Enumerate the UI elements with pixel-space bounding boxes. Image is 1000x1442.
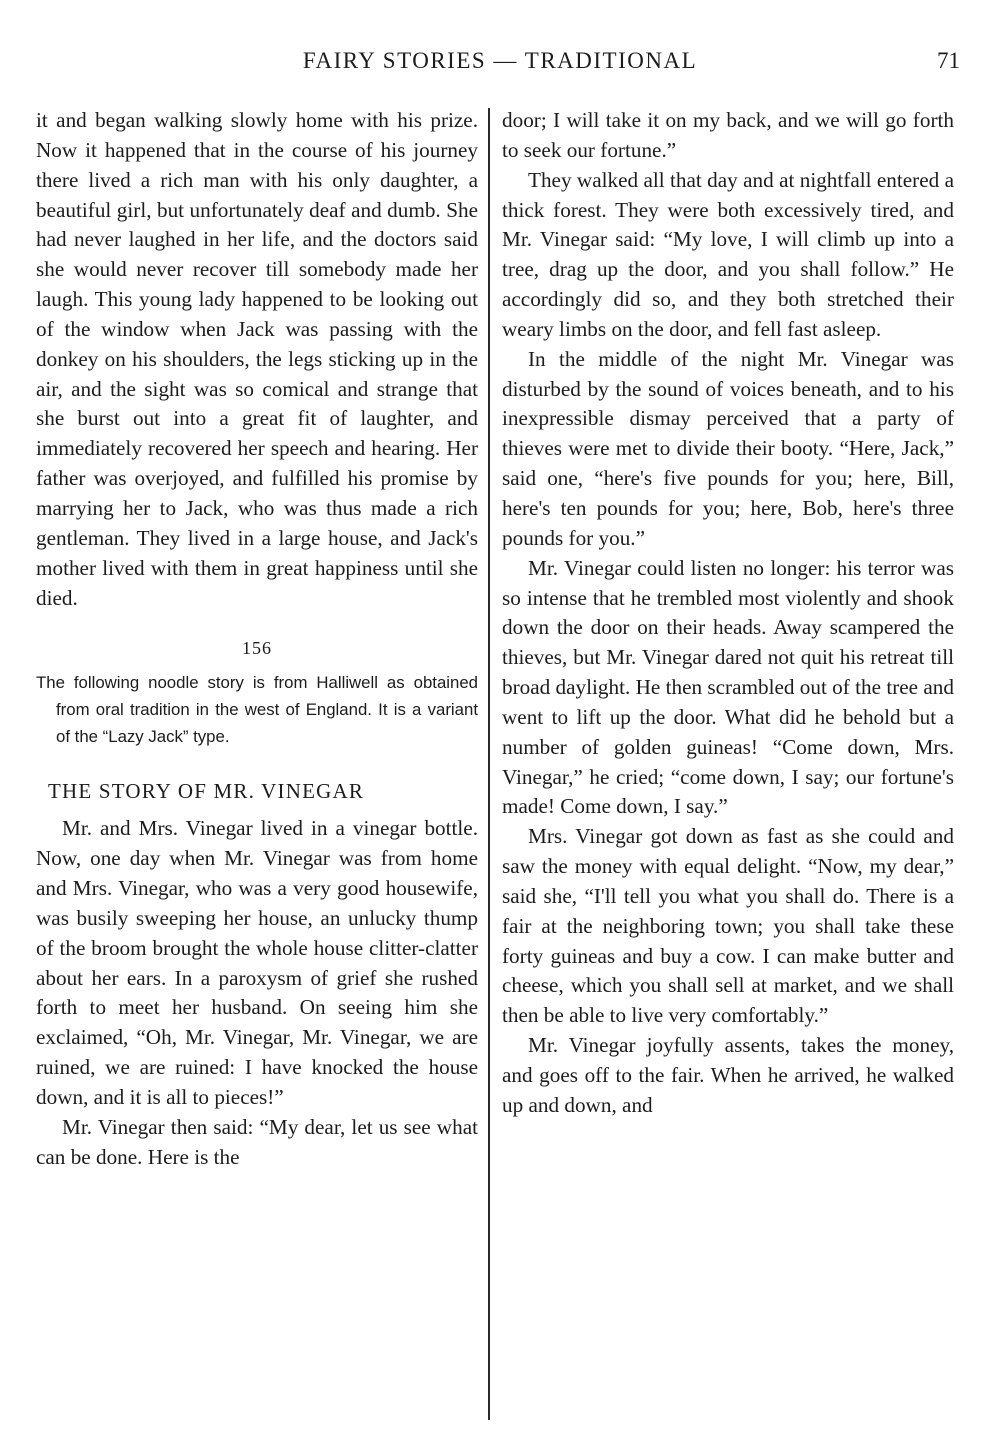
right-column (502, 106, 954, 1121)
story-paragraph: In the middle of the night Mr. Vinegar was disturbed by the sound of voices beneath, and to his inexpressible dismay perceived that a party of thieves were met to divide their booty. “Here, Jack,” said one, “here's five pounds for you; here, Bill, here's ten pounds for you; here, Bob, here's three pounds for you.” (502, 346, 954, 550)
section-number: 156 (242, 638, 272, 659)
page-number: 71 (937, 48, 960, 73)
running-title: FAIRY STORIES — TRADITIONAL (302, 48, 698, 73)
continuation-paragraph: door; I will take it on my back, and we will go forth to seek our fortune.” (502, 108, 954, 162)
story-paragraph: They walked all that day and at nightfall entered a thick forest. They were both excessively tired, and Mr. Vinegar said: “My love, I will climb up into a tree, drag up the door, and you shall follow.” He accordingly did so, and they both stretched their weary limbs on the door, and fell fast asleep. (502, 167, 954, 341)
story-paragraph: Mr. Vinegar then said: “My dear, let us see what can be done. Here is the (36, 1114, 478, 1169)
story-title: THE STORY OF MR. VINEGAR (48, 779, 365, 804)
story-paragraph: Mr. Vinegar could listen no longer: his terror was so intense that he trembled most violently and shook down the door on their heads. Away scampered the thieves, but Mr. Vinegar dared not quit his retreat till broad daylight. He then scrambled out of the tree and went to lift up the door. What did he behold but a number of golden guineas! “Come down, Mrs. Vinegar,” he cried; “come down, I say; our fortune's made! Come down, I say.” (502, 555, 954, 819)
left-column (36, 106, 478, 1172)
story-paragraph: Mr. and Mrs. Vinegar lived in a vinegar bottle. Now, one day when Mr. Vinegar was from home and Mrs. Vinegar, who was a very good housewife, was busily sweeping her house, an unlucky thump of the broom brought the whole house clitter-clatter about her ears. In a paroxysm of grief she rushed forth to meet her husband. On seeing him she exclaimed, “Oh, Mr. Vinegar, Mr. Vinegar, we are ruined, we are ruined: I have knocked the house down, and it is all to pieces!” (36, 816, 478, 1109)
story-paragraph: Mrs. Vinegar got down as fast as she could and saw the money with equal delight. “Now, my dear,” said she, “I'll tell you what you shall do. There is a fair at the neighboring town; you shall take these forty guineas and buy a cow. I can make butter and cheese, which you shall sell at market, and we shall then be able to live very comfortably.” (502, 824, 954, 1028)
editorial-note: The following noodle story is from Halliwell as obtained from oral tradition in the west of England. It is a variant of the “Lazy Jack” type. (36, 673, 478, 747)
continuation-paragraph: it and began walking slowly home with his prize. Now it happened that in the course of his journey there lived a rich man with his only daughter, a beautiful girl, but unfortunately deaf and dumb. She had never laughed in her life, and the doctors said she would never recover till somebody made her laugh. This young lady happened to be looking out of the window when Jack was passing with the donkey on his shoulders, the legs sticking up in the air, and the sight was so comical and strange that she burst out into a great fit of laughter, and immediately recovered her speech and hearing. Her father was overjoyed, and fulfilled his promise by marrying her to Jack, who was thus made a rich gentleman. They lived in a large house, and Jack's mother lived with them in great happiness until she died. (36, 108, 478, 610)
story-paragraph: Mr. Vinegar joyfully assents, takes the money, and goes off to the fair. When he arrived, he walked up and down, and (502, 1033, 954, 1117)
column-divider (488, 108, 490, 1420)
